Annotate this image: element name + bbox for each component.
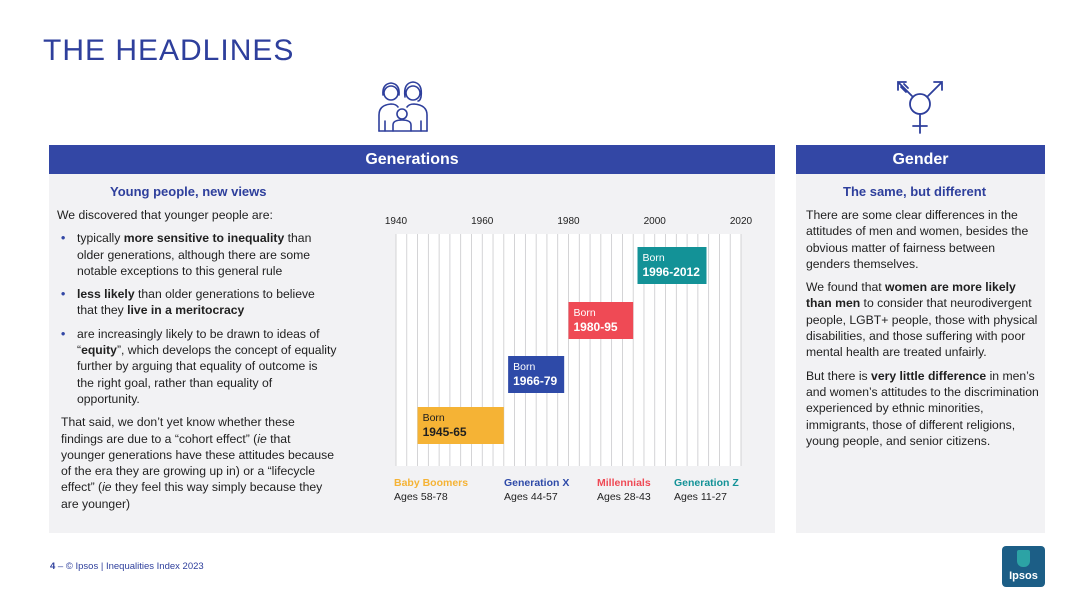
text-run: That said, we don’t yet know whether these findings are due to a “cohort effect” ( bbox=[61, 415, 295, 446]
legend-ages: Ages 58-78 bbox=[394, 491, 448, 503]
page-number: 4 bbox=[50, 561, 56, 572]
gender-body bbox=[806, 207, 1040, 456]
text-run: less likely bbox=[77, 287, 135, 302]
bullet-dot-icon: • bbox=[61, 231, 66, 246]
text-run: than older generations to believe that they bbox=[77, 287, 315, 318]
generations-bullet-list bbox=[57, 230, 337, 407]
x-tick-label: 2000 bbox=[643, 216, 666, 227]
bar-range-label: 1980-95 bbox=[573, 320, 618, 334]
text-run: in men’s and women’s attitudes to the discrimination experienced by ethnic minorities, immigrants, those of different religions, young people, and senior citizens. bbox=[806, 368, 1039, 448]
text-run: live in a meritocracy bbox=[127, 303, 245, 318]
text-run: ”, which develops the concept of equality further by arguing that equality of outcome is the right goal, rather than equality of opportunity. bbox=[77, 343, 337, 406]
bar-born-label: Born bbox=[573, 307, 596, 319]
bar-range-label: 1945-65 bbox=[422, 425, 467, 439]
generations-body bbox=[57, 207, 337, 519]
legend-generation-name: Millennials bbox=[597, 477, 651, 489]
text-run: to consider that neurodivergent people, LGBT+ people, those with physical disabilities, and those suffering with poor mental health are treated unfairly. bbox=[806, 296, 1038, 360]
text-run: they feel this way simply because they are younger) bbox=[61, 480, 323, 511]
text-run: equity bbox=[81, 343, 117, 358]
bar-born-label: Born bbox=[513, 361, 536, 373]
text-run: ie bbox=[102, 480, 112, 495]
text-run: that younger generations have these attitudes because of the era they are growing up in) or a “lifecycle effect” ( bbox=[61, 431, 335, 495]
x-tick-label: 1940 bbox=[384, 216, 408, 227]
bullet-dot-icon: • bbox=[61, 326, 66, 341]
bar-range-label: 1966-79 bbox=[513, 374, 558, 388]
generations-header: Generations bbox=[49, 145, 775, 174]
legend-ages: Ages 44-57 bbox=[504, 491, 558, 503]
x-tick-label: 1960 bbox=[471, 216, 494, 227]
bar-born-label: Born bbox=[422, 412, 445, 424]
legend-generation-name: Generation Z bbox=[674, 477, 739, 489]
text-run: are increasingly likely to be drawn to ideas of “ bbox=[77, 326, 320, 358]
text-run: more sensitive to inequality bbox=[123, 231, 285, 246]
generations-closing bbox=[57, 414, 337, 512]
generations-subheading: Young people, new views bbox=[110, 184, 267, 199]
page-title: THE HEADLINES bbox=[43, 34, 295, 67]
gender-para-2 bbox=[806, 279, 1040, 360]
text-run: typically bbox=[77, 231, 124, 246]
footer-text: © Ipsos | Inequalities Index 2023 bbox=[65, 561, 204, 572]
ipsos-logo bbox=[1002, 546, 1045, 587]
legend-ages: Ages 28-43 bbox=[597, 491, 651, 503]
text-run: women are more likely than men bbox=[806, 280, 1016, 311]
legend-generation-name: Baby Boomers bbox=[394, 477, 469, 489]
bullet-item bbox=[57, 326, 337, 407]
text-run: than older generations, although there are some notable exceptions to this general rule bbox=[77, 231, 312, 278]
timeline-svg bbox=[378, 210, 762, 510]
bullet-item bbox=[57, 286, 337, 319]
footer bbox=[50, 561, 204, 572]
generations-timeline-chart bbox=[378, 210, 762, 510]
generations-intro: We discovered that younger people are: bbox=[57, 208, 273, 222]
logo-text: Ipsos bbox=[1009, 570, 1038, 582]
gender-symbol-icon bbox=[892, 79, 948, 135]
family-icon bbox=[374, 77, 432, 135]
legend-ages: Ages 11-27 bbox=[674, 491, 727, 503]
gender-para-1: There are some clear differences in the attitudes of men and women, besides the obvious matter of fairness between genders themselves. bbox=[806, 208, 1029, 271]
footer-dash: – bbox=[55, 561, 66, 572]
x-tick-label: 2020 bbox=[729, 216, 753, 227]
bar-range-label: 1996-2012 bbox=[642, 265, 700, 279]
legend-generation-name: Generation X bbox=[504, 477, 570, 489]
text-run: ie bbox=[257, 431, 267, 446]
x-tick-label: 1980 bbox=[557, 216, 580, 227]
bar-born-label: Born bbox=[642, 252, 665, 264]
bullet-item bbox=[57, 230, 337, 279]
gender-para-3 bbox=[806, 368, 1040, 449]
text-run: But there is bbox=[806, 368, 872, 383]
bullet-dot-icon: • bbox=[61, 287, 66, 302]
gender-header: Gender bbox=[796, 145, 1045, 174]
text-run: We found that bbox=[806, 280, 886, 295]
logo-mark-icon bbox=[1017, 550, 1030, 567]
text-run: very little difference bbox=[871, 368, 987, 383]
gender-subheading: The same, but different bbox=[843, 184, 987, 199]
